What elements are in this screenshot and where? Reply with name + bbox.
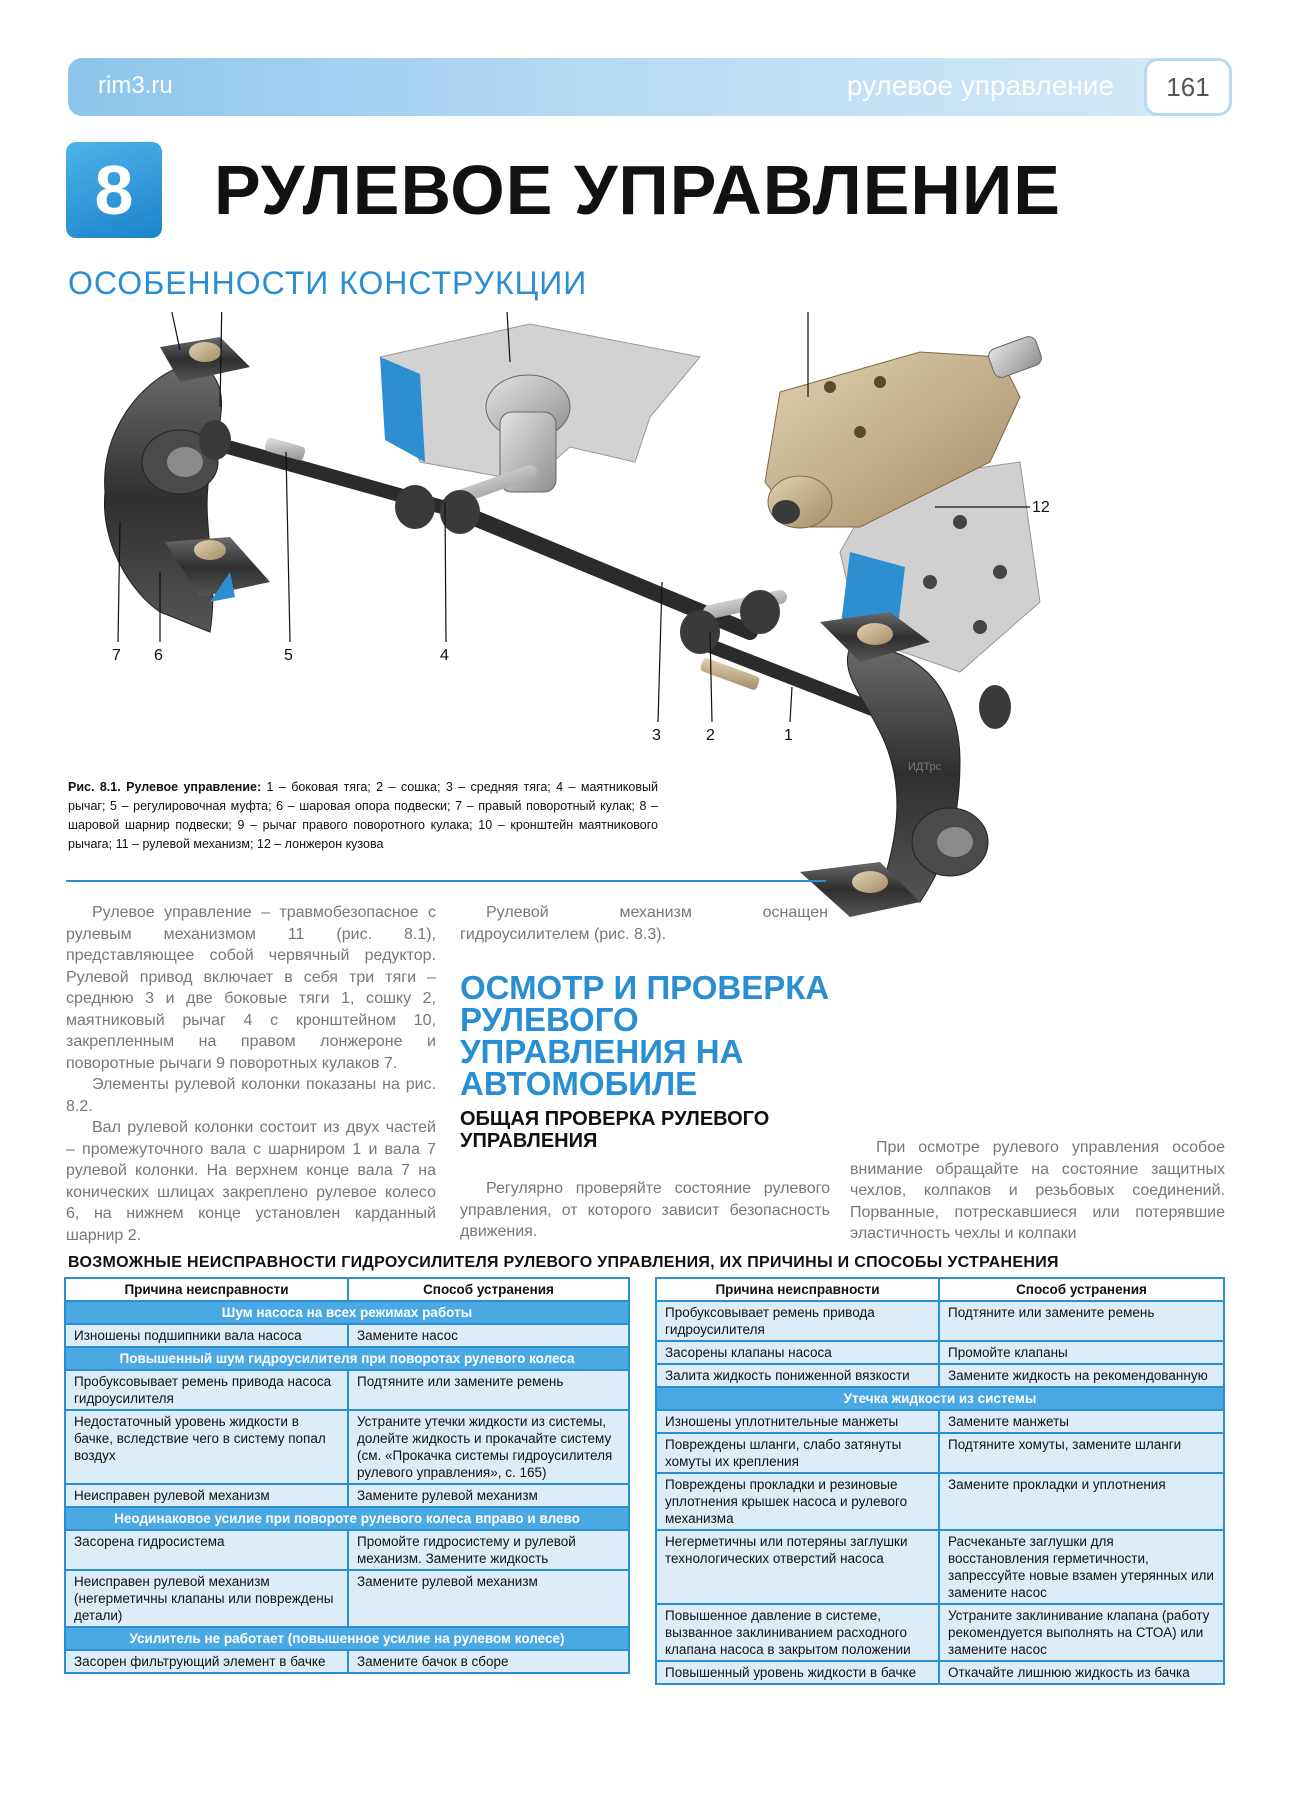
cause-cell: Изношены уплотнительные манжеты bbox=[656, 1410, 939, 1433]
fix-cell: Устраните заклинивание клапана (работу рекомендуется выполнять на СТОА) или замените насос bbox=[939, 1604, 1224, 1661]
table-row bbox=[65, 1570, 629, 1627]
fix-cell: Замените рулевой механизм bbox=[348, 1484, 629, 1507]
cause-cell: Недостаточный уровень жидкости в бачке, вследствие чего в систему попал воздух bbox=[65, 1410, 348, 1484]
subsection-heading: ОСМОТР И ПРОВЕРКА РУЛЕВОГО УПРАВЛЕНИЯ НА АВТОМОБИЛЕ bbox=[460, 969, 830, 1102]
fix-cell: Замените рулевой механизм bbox=[348, 1570, 629, 1627]
table-group-row bbox=[65, 1507, 629, 1530]
paragraph: Рулевое управление – травмобезопасное с рулевым механизмом 11 (рис. 8.1), представляющее собой червячный редуктор. Рулевой привод включает в себя три тяги – среднюю 3 и две боковые тяги 1, сошку 2, маятниковый рычаг 4 с кронштейном 10, закрепленным на правом лонжероне и поворотные рычаги 9 поворотных кулаков 7. bbox=[66, 904, 436, 1072]
fix-cell: Замените насос bbox=[348, 1324, 629, 1347]
figure-caption-label: Рис. 8.1. Рулевое управление: bbox=[68, 780, 262, 794]
body-column-1 bbox=[66, 902, 436, 1246]
fix-cell: Подтяните хомуты, замените шланги bbox=[939, 1433, 1224, 1473]
chapter-number-badge: 8 bbox=[66, 142, 162, 238]
cause-cell: Повреждены шланги, слабо затянуты хомуты их крепления bbox=[656, 1433, 939, 1473]
group-heading: Усилитель не работает (повышенное усилие на рулевом колесе) bbox=[65, 1627, 629, 1650]
paragraph: При осмотре рулевого управления особое внимание обращайте на состояние защитных чехлов, колпаков и резьбовых соединений. Порванные, потрескавшиеся или потерявшие эластичность чехлы и колпаки bbox=[850, 1139, 1225, 1242]
figure-caption-text: 1 – боковая тяга; 2 – сошка; 3 – средняя тяга; 4 – маятниковый рычаг; 5 – регулировочная муфта; 6 – шаровая опора подвески; 7 – правый поворотный кулак; 8 – шаровой шарнир подвески; 9 – рычаг правого поворотного кулака; 10 – кронштейн маятникового рычага; 11 – рулевой механизм; 12 – лонжерон кузова bbox=[68, 780, 658, 851]
table-row bbox=[65, 1650, 629, 1673]
table-row bbox=[65, 1410, 629, 1484]
callout-6: 6 bbox=[154, 647, 163, 664]
cause-cell: Изношены подшипники вала насоса bbox=[65, 1324, 348, 1347]
fix-cell: Устраните утечки жидкости из системы, долейте жидкость и прокачайте систему (см. «Прокачка системы гидроусилителя рулевого управления», с. 165) bbox=[348, 1410, 629, 1484]
cause-cell: Неисправен рулевой механизм bbox=[65, 1484, 348, 1507]
chapter-title: РУЛЕВОЕ УПРАВЛЕНИЕ bbox=[214, 151, 1061, 229]
cause-cell: Засорены клапаны насоса bbox=[656, 1341, 939, 1364]
fix-cell: Подтяните или замените ремень bbox=[939, 1301, 1224, 1341]
cause-cell: Засорена гидросистема bbox=[65, 1530, 348, 1570]
paragraph: Вал рулевой колонки состоит из двух частей – промежуточного вала с шарниром 1 и вала 7 рулевой колонки. На верхнем конце вала 7 на конических шлицах закреплено рулевое колесо 6, на нижнем конце установлен карданный шарнир 2. bbox=[66, 1119, 436, 1244]
group-heading: Неодинаковое усилие при повороте рулевого колеса вправо и влево bbox=[65, 1507, 629, 1530]
table-row bbox=[656, 1341, 1224, 1364]
figure-watermark: ИДТрс bbox=[908, 761, 942, 773]
fix-cell: Замените манжеты bbox=[939, 1410, 1224, 1433]
table-row bbox=[656, 1604, 1224, 1661]
site-name: rim3.ru bbox=[98, 72, 173, 99]
table-row bbox=[65, 1370, 629, 1410]
cause-cell: Пробуксовывает ремень привода насоса гидроусилителя bbox=[65, 1370, 348, 1410]
left-steering-knuckle bbox=[800, 612, 1011, 917]
page-number: 161 bbox=[1144, 58, 1232, 116]
fix-cell: Замените прокладки и уплотнения bbox=[939, 1473, 1224, 1530]
callout-12: 12 bbox=[1032, 499, 1050, 516]
callout-2: 2 bbox=[706, 727, 715, 744]
page-header bbox=[68, 58, 1232, 116]
table-row bbox=[65, 1530, 629, 1570]
fix-cell: Замените жидкость на рекомендованную bbox=[939, 1364, 1224, 1387]
table-row bbox=[65, 1324, 629, 1347]
subsubsection-heading: ОБЩАЯ ПРОВЕРКА РУЛЕВОГО УПРАВЛЕНИЯ bbox=[460, 1108, 770, 1152]
section-divider bbox=[66, 880, 826, 882]
table-row bbox=[656, 1473, 1224, 1530]
column-header-fix: Способ устранения bbox=[348, 1278, 629, 1301]
table-group-row bbox=[656, 1387, 1224, 1410]
fix-cell: Откачайте лишнюю жидкость из бачка bbox=[939, 1661, 1224, 1684]
table-group-row bbox=[65, 1301, 629, 1324]
right-steering-knuckle-left-view bbox=[104, 337, 270, 632]
group-heading: Повышенный шум гидроусилителя при поворотах рулевого колеса bbox=[65, 1347, 629, 1370]
callout-7: 7 bbox=[112, 647, 121, 664]
table-row bbox=[65, 1484, 629, 1507]
table-group-row bbox=[65, 1347, 629, 1370]
body-column-4 bbox=[850, 1137, 1225, 1245]
cause-cell: Повышенное давление в системе, вызванное заклиниванием расходного клапана насоса в закрытом положении bbox=[656, 1604, 939, 1661]
callout-4: 4 bbox=[440, 647, 449, 664]
fix-cell: Замените бачок в сборе bbox=[348, 1650, 629, 1673]
callout-3: 3 bbox=[652, 727, 661, 744]
figure-caption bbox=[68, 778, 658, 854]
steering-gear bbox=[765, 334, 1044, 672]
paragraph: Элементы рулевой колонки показаны на рис. 8.2. bbox=[66, 1076, 436, 1115]
column-header-fix: Способ устранения bbox=[939, 1278, 1224, 1301]
table-group-row bbox=[65, 1627, 629, 1650]
fix-cell: Расчеканьте заглушки для восстановления герметичности, запрессуйте новые взамен утерянных или замените насос bbox=[939, 1530, 1224, 1604]
fix-cell: Промойте гидросистему и рулевой механизм. Замените жидкость bbox=[348, 1530, 629, 1570]
group-heading: Шум насоса на всех режимах работы bbox=[65, 1301, 629, 1324]
column-header-cause: Причина неисправности bbox=[656, 1278, 939, 1301]
table-title: ВОЗМОЖНЫЕ НЕИСПРАВНОСТИ ГИДРОУСИЛИТЕЛЯ РУЛЕВОГО УПРАВЛЕНИЯ, ИХ ПРИЧИНЫ И СПОСОБЫ УСТРАНЕНИЯ bbox=[68, 1254, 1059, 1271]
cause-cell: Залита жидкость пониженной вязкости bbox=[656, 1364, 939, 1387]
column-header-cause: Причина неисправности bbox=[65, 1278, 348, 1301]
faults-table-right bbox=[655, 1277, 1225, 1685]
table-row bbox=[656, 1530, 1224, 1604]
table-row bbox=[656, 1410, 1224, 1433]
paragraph: Регулярно проверяйте состояние рулевого управления, от которого зависит безопасность движения. bbox=[460, 1180, 830, 1240]
fix-cell: Промойте клапаны bbox=[939, 1341, 1224, 1364]
running-section-title: рулевое управление bbox=[846, 70, 1114, 101]
cause-cell: Повреждены прокладки и резиновые уплотнения крышек насоса и рулевого механизма bbox=[656, 1473, 939, 1530]
table-row bbox=[656, 1433, 1224, 1473]
table-row bbox=[656, 1661, 1224, 1684]
body-column-2 bbox=[460, 902, 828, 945]
callout-5: 5 bbox=[284, 647, 293, 664]
paragraph: Рулевой механизм оснащен гидроусилителем (рис. 8.3). bbox=[460, 904, 828, 943]
cause-cell: Повышенный уровень жидкости в бачке bbox=[656, 1661, 939, 1684]
fix-cell: Подтяните или замените ремень bbox=[348, 1370, 629, 1410]
section-title: ОСОБЕННОСТИ КОНСТРУКЦИИ bbox=[68, 265, 588, 301]
table-row bbox=[656, 1364, 1224, 1387]
table-row bbox=[656, 1301, 1224, 1341]
group-heading: Утечка жидкости из системы bbox=[656, 1387, 1224, 1410]
cause-cell: Негерметичны или потеряны заглушки технологических отверстий насоса bbox=[656, 1530, 939, 1604]
cause-cell: Засорен фильтрующий элемент в бачке bbox=[65, 1650, 348, 1673]
pendulum-arm-bracket bbox=[380, 324, 700, 492]
body-column-3 bbox=[460, 1178, 830, 1243]
callout-1: 1 bbox=[784, 727, 793, 744]
cause-cell: Неисправен рулевой механизм (негерметичны клапаны или повреждены детали) bbox=[65, 1570, 348, 1627]
faults-table-left bbox=[64, 1277, 630, 1674]
cause-cell: Пробуксовывает ремень привода гидроусилителя bbox=[656, 1301, 939, 1341]
